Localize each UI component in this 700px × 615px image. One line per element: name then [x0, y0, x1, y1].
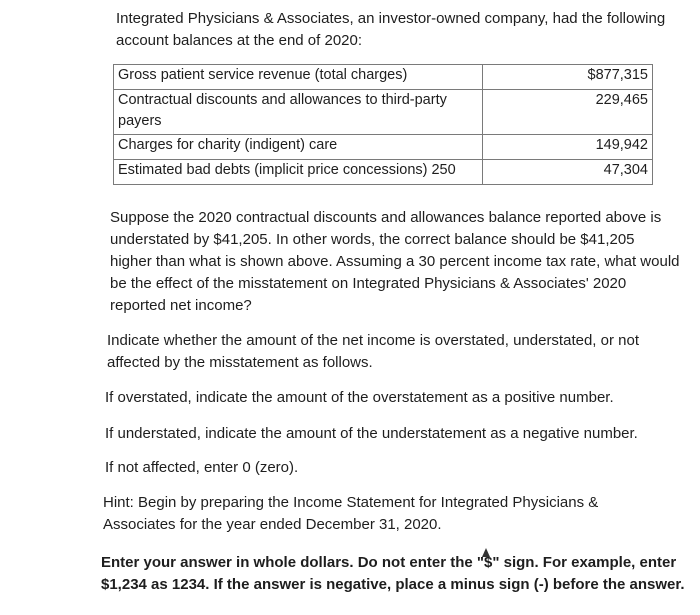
mouse-cursor-icon	[482, 548, 490, 557]
rule-understated: If understated, indicate the amount of the understatement as a negative number.	[105, 425, 638, 442]
answer-instruction: Enter your answer in whole dollars. Do not enter the "$" sign. For example, enter $1,234 as 1234. If the answer is negative, place a minus sign (-) before the answer.	[101, 554, 685, 593]
hint-text: Hint: Begin by preparing the Income Statement for Integrated Physicians & Associates for the year ended December 31, 2020.	[103, 494, 599, 533]
row-amount: 229,465	[483, 90, 653, 135]
table-row	[114, 135, 653, 160]
intro-text: Integrated Physicians & Associates, an investor-owned company, had the following account balances at the end of 2020:	[116, 10, 666, 49]
rule-not-affected: If not affected, enter 0 (zero).	[105, 459, 299, 476]
table-row	[114, 160, 653, 185]
row-amount: 47,304	[483, 160, 653, 185]
table-row	[114, 90, 653, 135]
row-label: Contractual discounts and allowances to third-party payers	[114, 90, 483, 135]
indicate-text: Indicate whether the amount of the net income is overstated, understated, or not affected by the misstatement as follows.	[107, 332, 639, 371]
row-amount: $877,315	[483, 65, 653, 90]
account-balances-table	[113, 64, 653, 185]
rule-overstated: If overstated, indicate the amount of the overstatement as a positive number.	[105, 389, 614, 406]
row-amount: 149,942	[483, 135, 653, 160]
row-label: Charges for charity (indigent) care	[114, 135, 483, 160]
row-label: Gross patient service revenue (total charges)	[114, 65, 483, 90]
row-label: Estimated bad debts (implicit price concessions) 250	[114, 160, 483, 185]
question-text: Suppose the 2020 contractual discounts and allowances balance reported above is understated by $41,205. In other words, the correct balance should be $41,205 higher than what is shown above. Assuming a 30 percent income tax rate, what would be the effect of the misstatement on Integrated Physicians & Associates' 2020 reported net income?	[110, 209, 680, 314]
table-row	[114, 65, 653, 90]
